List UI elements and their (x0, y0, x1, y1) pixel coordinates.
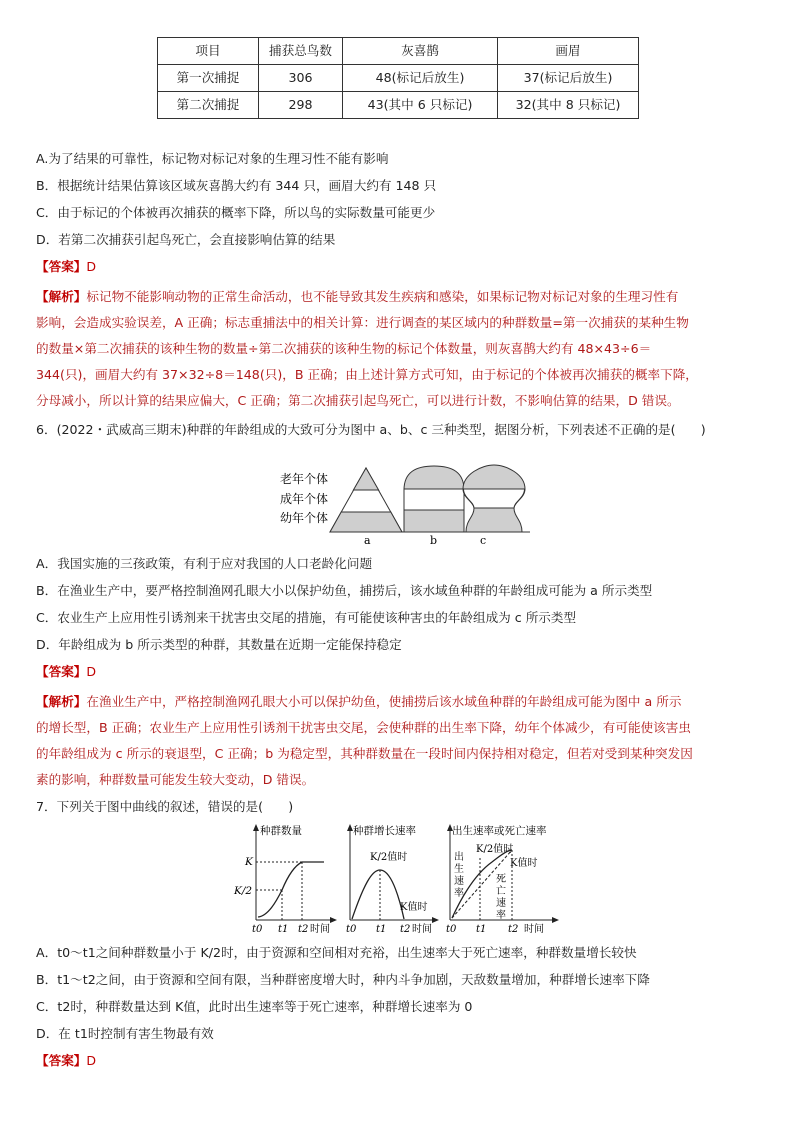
q5-analysis-line (36, 288, 678, 306)
graph1-ylabel: 种群数量 (260, 825, 302, 837)
q7-option-c: C．t2时，种群数量达到 K值，此时出生速率等于死亡速率，种群增长速率为 0 (36, 999, 473, 1014)
graph3-death-char: 率 (496, 910, 506, 921)
graph1-t0-label: t0 (252, 924, 263, 934)
graph3-k-note: K值时 (510, 858, 538, 869)
figure-label-young: 幼年个体 (279, 511, 328, 525)
q6-answer (36, 663, 96, 681)
q5-option-c: C．由于标记的个体被再次捕获的概率下降，所以鸟的实际数量可能更少 (36, 205, 436, 220)
table-header-cell: 画眉 (498, 38, 639, 65)
graph1-xlabel: 时间 (310, 924, 330, 934)
q5-analysis-line: 分母减小，所以计算的结果应偏大，C 正确；第二次捕获引起鸟死亡，可以进行计数，不影响估算的结果，D 错误。 (36, 393, 680, 408)
graph3-k2-note: K/2值时 (476, 844, 514, 855)
type-label-a: a (364, 534, 371, 547)
pyramid-b-adult (404, 489, 464, 510)
answer-value: D (86, 259, 97, 274)
graph3-death-char: 速 (496, 898, 506, 909)
table-cell: 43(其中 6 只标记) (343, 92, 498, 119)
graph1-k2-label: K/2 (234, 885, 253, 897)
analysis-text: 标记物不能影响动物的正常生命活动，也不能导致其发生疾病和感染，如果标记物对标记对象的生理习性有 (86, 289, 679, 304)
q6-analysis-line: 的年龄组成为 c 所示的衰退型，C 正确；b 为稳定型，其种群数量在一段时间内保持相对稳定，但若对受到某种突发因 (36, 746, 693, 761)
graph1-t1-label: t1 (278, 924, 289, 934)
graph2-ylabel: 种群增长速率 (353, 825, 416, 837)
graph-growth-rate (342, 822, 442, 934)
graph3-death-char: 亡 (496, 886, 506, 897)
graph3-birth-char: 率 (454, 888, 464, 899)
q5-analysis-line: 的数量×第二次捕获的该种生物的数量÷第二次捕获的该种生物的标记个体数量，则灰喜鹊大约有 48×43÷6＝ (36, 341, 652, 356)
graph3-birth-char: 速 (454, 876, 464, 887)
q7-answer (36, 1052, 96, 1070)
pyramid-a-old (353, 468, 378, 490)
table-cell: 第二次捕捉 (158, 92, 259, 119)
table-header-cell: 捕获总鸟数 (259, 38, 343, 65)
q6-option-b: B．在渔业生产中，要严格控制渔网孔眼大小以保护幼鱼，捕捞后，该水域鱼种群的年龄组成可能为 a 所示类型 (36, 583, 653, 598)
q6-analysis-line: 素的影响，种群数量可能发生较大变动，D 错误。 (36, 772, 315, 787)
table-row (158, 65, 639, 92)
graph2-k2-note: K/2值时 (370, 852, 408, 863)
analysis-label: 【解析】 (36, 289, 87, 304)
q6-option-d: D．年龄组成为 b 所示类型的种群，其数量在近期一定能保持稳定 (36, 637, 402, 652)
q7-option-d: D．在 t1时控制有害生物最有效 (36, 1026, 214, 1041)
type-label-b: b (430, 534, 438, 547)
pyramid-a-young (330, 512, 402, 532)
graph2-x-arrow (432, 917, 439, 923)
age-structure-figure (270, 462, 530, 548)
graph1-t2-label: t2 (298, 924, 309, 934)
table-cell: 306 (259, 65, 343, 92)
graph-birth-death-rate (444, 822, 564, 934)
table-cell: 48(标记后放生) (343, 65, 498, 92)
table-header-cell: 灰喜鹊 (343, 38, 498, 65)
graph2-xlabel: 时间 (412, 924, 432, 934)
graph1-x-arrow (330, 917, 337, 923)
graph1-s-curve (258, 862, 324, 917)
graph3-death-char: 死 (496, 874, 506, 885)
table-cell: 298 (259, 92, 343, 119)
graph3-t1-label: t1 (476, 924, 487, 934)
q7-option-a: A．t0～t1之间种群数量小于 K/2时，由于资源和空间相对充裕，出生速率大于死亡速率，种群数量增长较快 (36, 945, 637, 960)
answer-label: 【答案】 (36, 1053, 87, 1068)
q5-option-b: B．根据统计结果估算该区域灰喜鹊大约有 344 只，画眉大约有 148 只 (36, 178, 437, 193)
graph3-t0-label: t0 (446, 924, 457, 934)
capture-table (157, 37, 639, 119)
q6-stem: 6．(2022・武威高三期末)种群的年龄组成的大致可分为图中 a、b、c 三种类型，据图分析，下列表述不正确的是( ) (36, 422, 706, 437)
q5-answer (36, 258, 96, 276)
graph3-xlabel: 时间 (524, 924, 544, 934)
q5-option-d: D．若第二次捕获引起鸟死亡，会直接影响估算的结果 (36, 232, 336, 247)
q6-option-a: A．我国实施的三孩政策，有利于应对我国的人口老龄化问题 (36, 556, 373, 571)
figure-label-adult: 成年个体 (279, 492, 328, 506)
graph-population-curve (232, 822, 342, 934)
answer-value: D (86, 1053, 97, 1068)
graph3-t2-label: t2 (508, 924, 519, 934)
table-cell: 第一次捕捉 (158, 65, 259, 92)
q6-analysis-line (36, 693, 681, 711)
table-header-cell: 项目 (158, 38, 259, 65)
graph2-t1-label: t1 (376, 924, 387, 934)
type-label-c: c (480, 534, 487, 547)
answer-value: D (86, 664, 97, 679)
graph2-k-note: K值时 (400, 902, 428, 913)
graph1-y-arrow (253, 824, 259, 831)
table-row (158, 92, 639, 119)
graph2-curve (352, 870, 404, 919)
q6-analysis-line: 的增长型，B 正确；农业生产上应用性引诱剂干扰害虫交尾，会使种群的出生率下降，幼年个体减少，有可能使该害虫 (36, 720, 691, 735)
analysis-label: 【解析】 (36, 694, 87, 709)
graph3-x-arrow (552, 917, 559, 923)
analysis-text: 在渔业生产中，严格控制渔网孔眼大小可以保护幼鱼，使捕捞后该水域鱼种群的年龄组成可能为图中 a 所示 (86, 694, 682, 709)
answer-label: 【答案】 (36, 664, 87, 679)
table-header-row (158, 38, 639, 65)
q7-stem: 7．下列关于图中曲线的叙述，错误的是( ) (36, 799, 294, 814)
q6-option-c: C．农业生产上应用性引诱剂来干扰害虫交尾的措施，有可能使该种害虫的年龄组成为 c 所示类型 (36, 610, 577, 625)
graph2-t2-label: t2 (400, 924, 411, 934)
graph3-birth-char: 生 (454, 864, 464, 875)
q5-option-a: A.为了结果的可靠性，标记物对标记对象的生理习性不能有影响 (36, 151, 389, 166)
q7-option-b: B．t1～t2之间，由于资源和空间有限，当种群密度增大时，种内斗争加剧，天敌数量增加，种群增长速率下降 (36, 972, 650, 987)
figure-label-old: 老年个体 (279, 472, 328, 486)
table-cell: 37(标记后放生) (498, 65, 639, 92)
answer-label: 【答案】 (36, 259, 87, 274)
q5-analysis-line: 344(只)，画眉大约有 37×32÷8＝148(只)，B 正确；由上述计算方式可知，由于标记的个体被再次捕获的概率下降， (36, 367, 698, 382)
table-cell: 32(其中 8 只标记) (498, 92, 639, 119)
graph2-t0-label: t0 (346, 924, 357, 934)
graph3-birth-char: 出 (454, 852, 464, 863)
q5-analysis-line: 影响，会造成实验误差，A 正确；标志重捕法中的相关计算：进行调查的某区域内的种群数量=第一次捕获的某种生物 (36, 315, 689, 330)
graph1-k-label: K (245, 856, 253, 868)
graph3-ylabel: 出生速率或死亡速率 (452, 825, 547, 837)
pyramid-c-adult (464, 489, 525, 508)
